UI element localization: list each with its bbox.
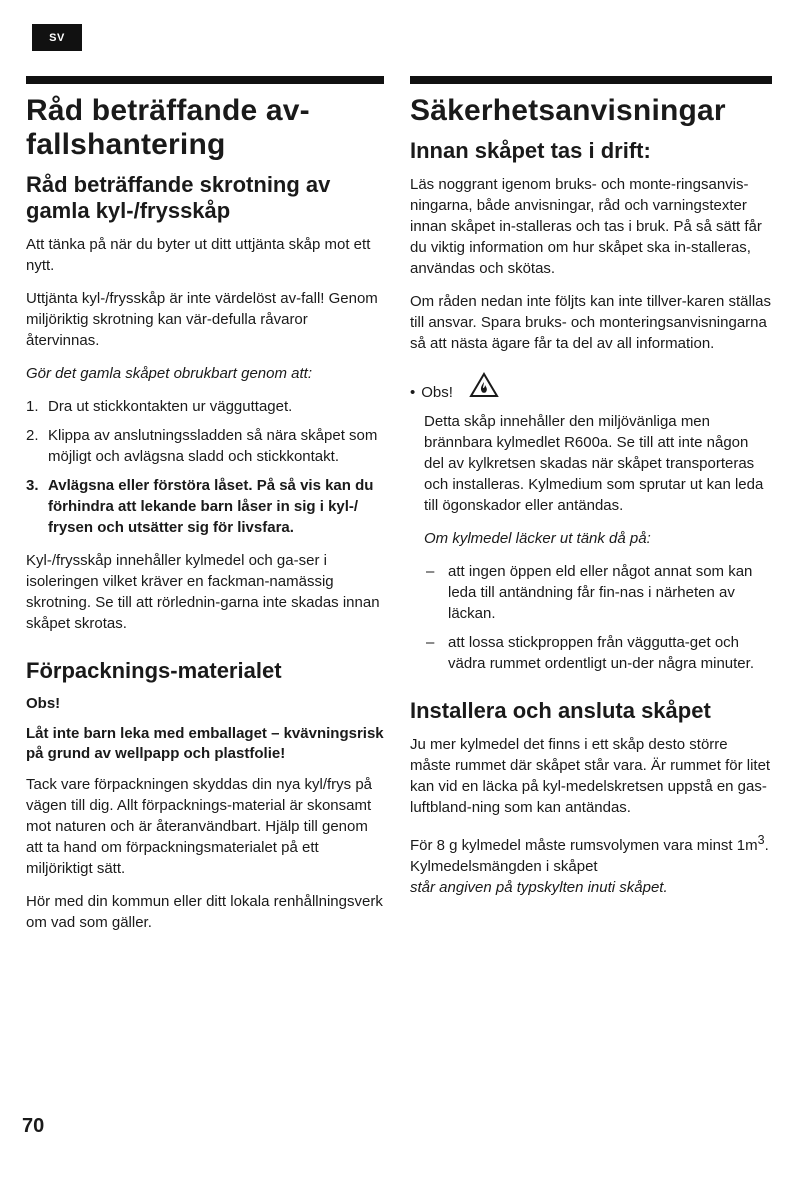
read-instructions-paragraph: Läs noggrant igenom bruks- och monte-ringsanvis- ningarna, både anvisningar, råd och varningstexter innan skåpet in-stalleras och tas i bruk. På så sätt får du viktig information om hur skåpet ska in-stalleras, användas och skötas.	[410, 176, 762, 277]
room-volume-paragraph: För 8 g kylmedel måste rumsvolymen vara minst $1m^3$. Kylmedelsmängden i skåpet står angiven på typskylten inuti skåpet.	[410, 833, 769, 896]
disposal-heading: Råd beträffande av-fallshantering	[26, 94, 310, 161]
obs-warning-row	[410, 372, 772, 403]
obs-label: Obs!	[26, 695, 61, 712]
disable-steps	[26, 396, 384, 538]
obs-label: Obs!	[421, 384, 453, 401]
packaging-paragraph: Tack vare förpackningen skyddas din nya kyl/frys på vägen till dig. Allt förpacknings-material är skonsamt mot naturen och är återanvändbart. Hjälp till genom att ta hand om förpackningsmaterialet på ett miljöriktigt sätt.	[26, 776, 373, 877]
flammable-warning-icon	[469, 372, 499, 403]
leak-step-1: – att ingen öppen eld eller något annat som kan leda till antändning får fin-nas i närheten av läckan.	[426, 563, 753, 622]
scrapping-heading: Råd beträffande skrotning av gamla kyl-/frysskåp	[26, 172, 331, 223]
step-1: 1. Dra ut stickkontakten ur vägguttaget.	[26, 398, 293, 415]
r600a-block	[410, 411, 772, 549]
left-column	[26, 76, 384, 945]
packaging-heading: Förpacknings-materialet	[26, 658, 282, 683]
leak-intro: Om kylmedel läcker ut tänk då på:	[424, 530, 651, 547]
suffocation-warning: Låt inte barn leka med emballaget – kvävningsrisk på grund av wellpapp och plastfolie!	[26, 725, 384, 762]
before-use-heading: Innan skåpet tas i drift:	[410, 138, 651, 163]
disable-instruction: Gör det gamla skåpet obrukbart genom att:	[26, 365, 312, 382]
section-rule	[410, 76, 772, 84]
leak-step-2: – att lossa stickproppen från väggutta-get och vädra rummet ordentligt un-der några minuter.	[426, 634, 754, 672]
step-3: 3. Avlägsna eller förstöra låset. På så vis kan du förhindra att lekande barn låser in sig i kyl-/ frysen och utsätter sig för livsfara.	[26, 477, 374, 536]
page-number: 70	[22, 1115, 45, 1137]
room-size-paragraph: Ju mer kylmedel det finns i ett skåp desto större måste rummet där skåpet står vara. Är rummet för litet kan vid en läcka på kyl-medelskretsen uppstå en gas-luftbland-ning som kan antändas.	[410, 736, 771, 816]
install-heading: Installera och ansluta skåpet	[410, 698, 711, 723]
r600a-paragraph: Detta skåp innehåller den miljövänliga men brännbara kylmedlet R600a. Se till att inte någon del av kylkretsen skadas när skåpet transporteras och installeras. Kylmedium som sprutar ut kan leda till ögonskador eller antändas.	[424, 413, 764, 514]
intro-paragraph: Att tänka på när du byter ut ditt uttjänta skåp mot ett nytt.	[26, 236, 371, 274]
recycling-paragraph: Uttjänta kyl-/frysskåp är inte värdelöst av-fall! Genom miljöriktig skrotning kan vär-defulla råvaror återvinnas.	[26, 290, 378, 349]
step-2: 2. Klippa av anslutningssladden så nära skåpet som möjligt och avlägsna sladd och stickkontakt.	[26, 427, 378, 465]
municipality-paragraph: Hör med din kommun eller ditt lokala renhållningsverk om vad som gäller.	[26, 893, 383, 931]
liability-paragraph: Om råden nedan inte följts kan inte tillver-karen ställas till ansvar. Spara bruks- och monteringsanvisningarna så att nästa ägare får ta del av all information.	[410, 293, 772, 352]
bullet: •	[410, 384, 416, 401]
right-column	[410, 76, 772, 910]
section-rule	[26, 76, 384, 84]
leak-steps	[410, 561, 772, 674]
safety-heading: Säkerhetsanvisningar	[410, 94, 726, 127]
refrigerant-paragraph: Kyl-/frysskåp innehåller kylmedel och ga-ser i isoleringen vilket kräver en fackman-namässig skrotning. Se till att rörlednin-garna inte skadas innan skåpet skrotas.	[26, 552, 380, 632]
language-badge: SV	[32, 24, 82, 51]
